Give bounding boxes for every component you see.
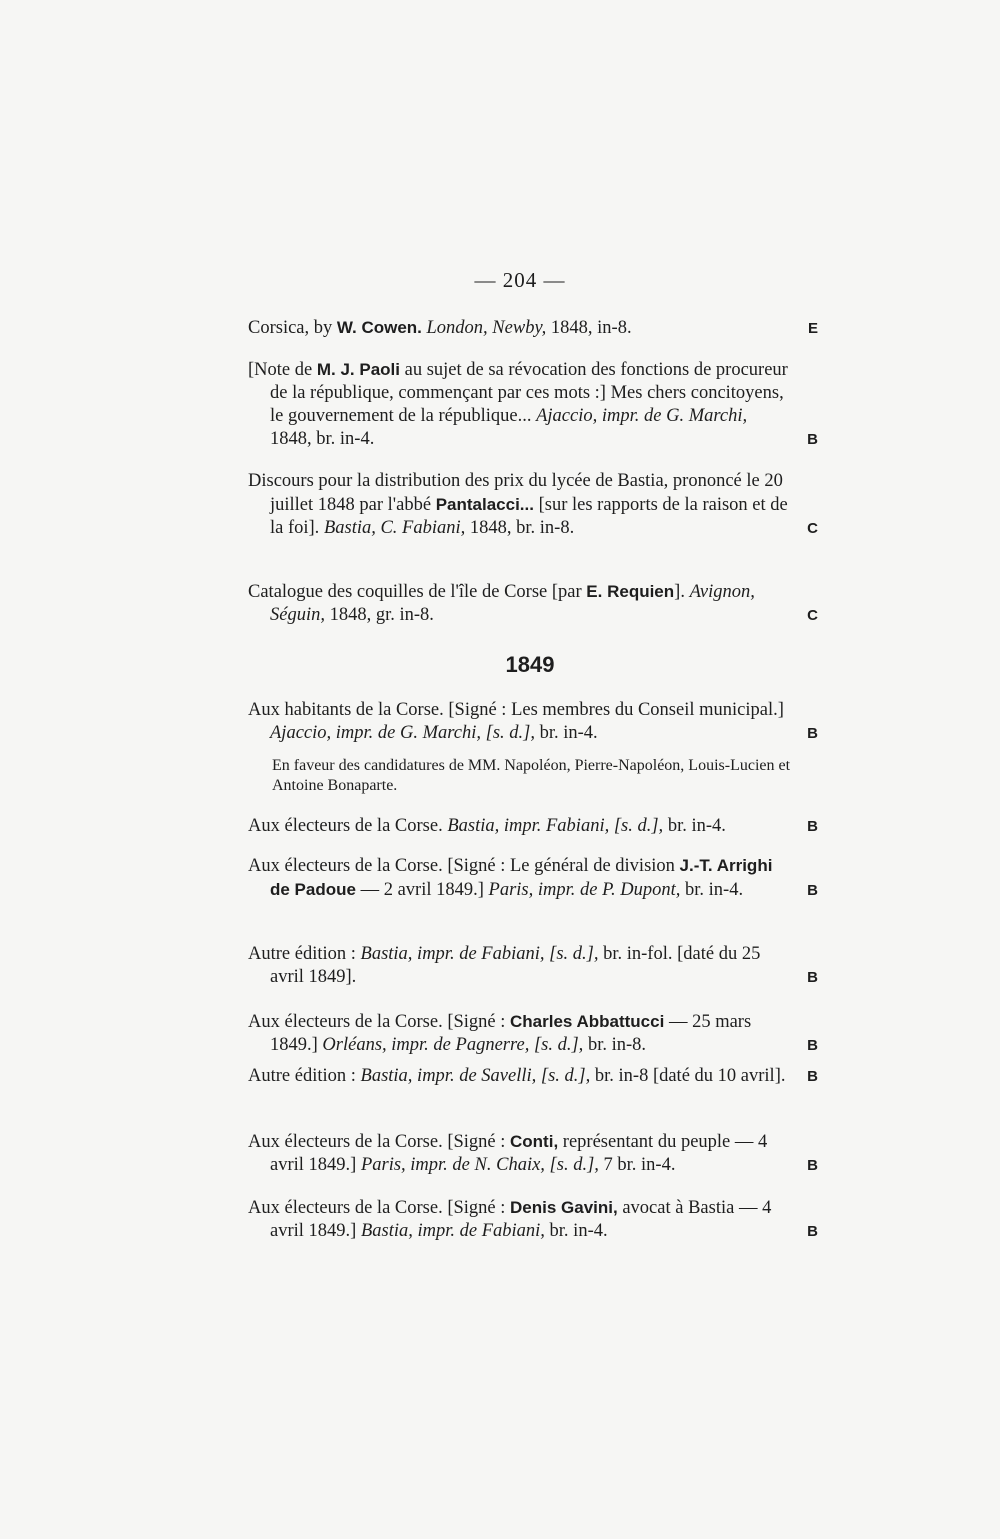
catalog-entry: Aux électeurs de la Corse. [Signé : Le général de division J.-T. Arrighi de Padoue — 2 avril 1849.] Paris, impr. de P. Dupont, br. in-4. B <box>248 856 818 900</box>
catalog-entry: Discours pour la distribution des prix du lycée de Bastia, prononcé le 20 juillet 1848 par l'abbé Pantalacci... [sur les rapports de la raison et de la foi]. Bastia, C. Fabiani, 1848, br. in-8. C <box>248 471 818 538</box>
catalog-entry: Corsica, by W. Cowen. London, Newby, 1848, in-8. E <box>248 318 818 338</box>
catalog-entry: [Note de M. J. Paoli au sujet de sa révocation des fonctions de procureur de la république, commençant par ces mots :] Mes chers concitoyens, le gouvernement de la république... Ajaccio, impr. de G. Marchi, 1848, br. in-4. B <box>248 360 818 449</box>
grade-letter: B <box>807 1157 818 1174</box>
catalog-entry: Catalogue des coquilles de l'île de Corse [par E. Requien]. Avignon, Séguin, 1848, gr. in-8. C <box>248 582 818 625</box>
catalog-entry: Autre édition : Bastia, impr. de Savelli, [s. d.], br. in-8 [daté du 10 avril]. B <box>248 1066 818 1086</box>
grade-letter: B <box>807 818 818 835</box>
catalog-entry: Aux habitants de la Corse. [Signé : Les membres du Conseil municipal.] Ajaccio, impr. de G. Marchi, [s. d.], br. in-4. B <box>248 700 818 743</box>
catalog-entry: Aux électeurs de la Corse. [Signé : Denis Gavini, avocat à Bastia — 4 avril 1849.] Bastia, impr. de Fabiani, br. in-4. B <box>248 1198 818 1241</box>
catalog-entry: Autre édition : Bastia, impr. de Fabiani, [s. d.], br. in-fol. [daté du 25 avril 1849]. B <box>248 944 818 987</box>
grade-letter: B <box>807 431 818 448</box>
grade-letter: B <box>807 882 818 899</box>
grade-letter: B <box>807 725 818 742</box>
grade-letter: C <box>807 520 818 537</box>
catalog-entry: Aux électeurs de la Corse. [Signé : Charles Abbattucci — 25 mars 1849.] Orléans, impr. de Pagnerre, [s. d.], br. in-8. B <box>248 1012 818 1055</box>
catalog-entry: Aux électeurs de la Corse. Bastia, impr. Fabiani, [s. d.], br. in-4. B <box>248 816 818 836</box>
catalog-entry: Aux électeurs de la Corse. [Signé : Conti, représentant du peuple — 4 avril 1849.] Paris, impr. de N. Chaix, [s. d.], 7 br. in-4. B <box>248 1132 818 1175</box>
grade-letter: B <box>807 1037 818 1054</box>
grade-letter: C <box>807 607 818 624</box>
entry-note: En faveur des candidatures de MM. Napoléon, Pierre-Napoléon, Louis-Lucien et Antoine Bonaparte. <box>272 757 791 794</box>
year-heading: 1849 <box>505 652 555 677</box>
page-number: — 204 — <box>474 268 566 292</box>
grade-letter: B <box>807 1068 818 1085</box>
grade-letter: E <box>807 320 818 337</box>
grade-letter: B <box>807 969 818 986</box>
grade-letter: B <box>807 1223 818 1240</box>
